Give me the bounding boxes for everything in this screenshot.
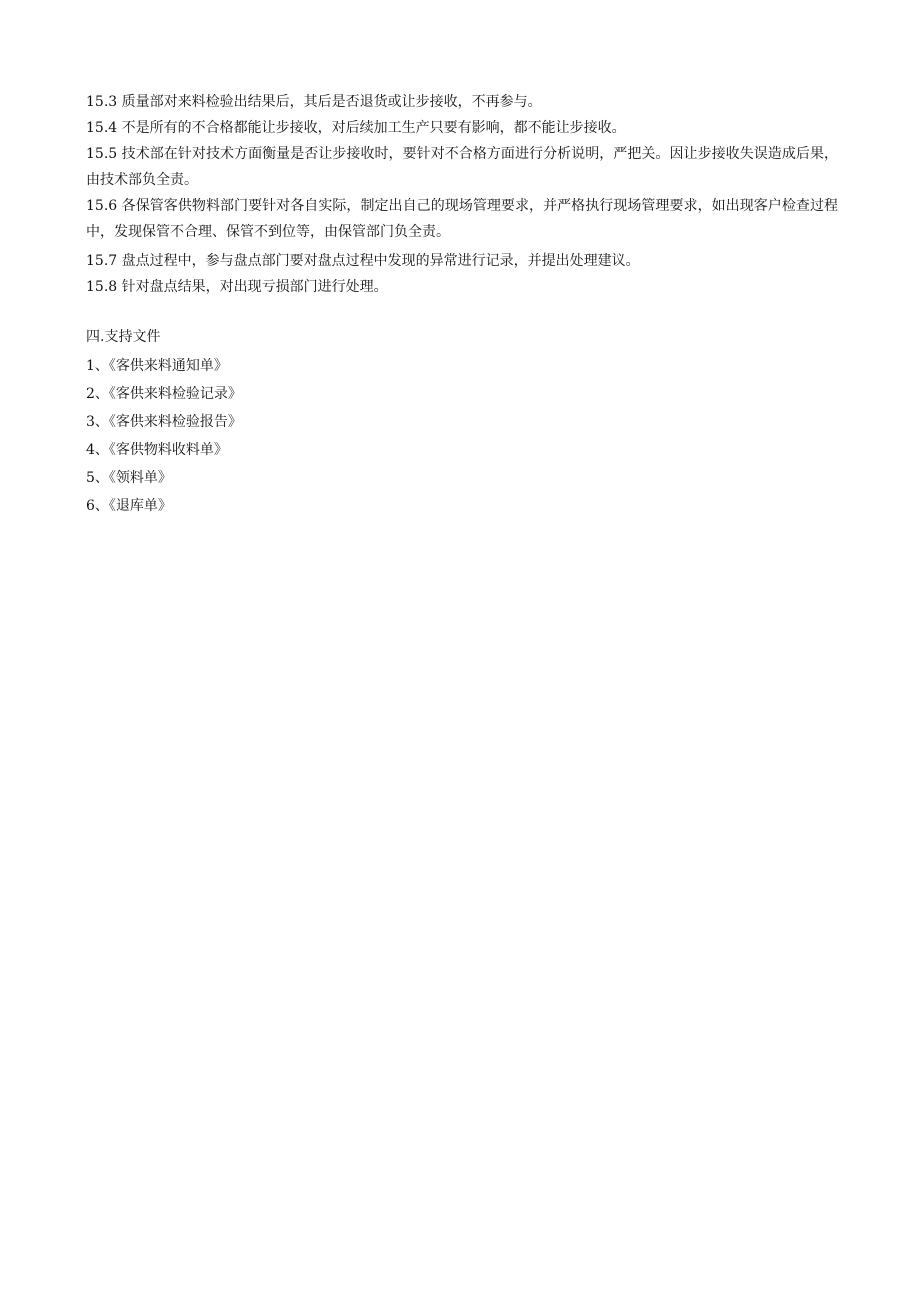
support-file-item: 3、《客供来料检验报告》 (86, 414, 242, 430)
support-file-item: 5、《领料单》 (86, 470, 172, 486)
clause-15-6: 15.6 各保管客供物料部门要针对各自实际，制定出自己的现场管理要求，并严格执行现场管理要求，如出现客户检查过程中，发现保管不合理、保管不到位等，由保管部门负全责。 (86, 198, 838, 240)
support-files-heading: 四.支持文件 (86, 329, 161, 345)
clause-15-7: 15.7 盘点过程中，参与盘点部门要对盘点过程中发现的异常进行记录，并提出处理建议。 (86, 253, 640, 269)
clause-15-4: 15.4 不是所有的不合格都能让步接收，对后续加工生产只要有影响，都不能让步接收。 (86, 120, 626, 136)
support-file-item: 6、《退库单》 (86, 498, 172, 514)
clause-list (86, 89, 838, 300)
support-file-item: 1、《客供来料通知单》 (86, 358, 228, 374)
clause-15-8: 15.8 针对盘点结果，对出现亏损部门进行处理。 (86, 279, 388, 295)
support-files-list (86, 352, 838, 520)
clause-15-3: 15.3 质量部对来料检验出结果后，其后是否退货或让步接收，不再参与。 (86, 94, 542, 110)
support-file-item: 4、《客供物料收料单》 (86, 442, 228, 458)
document-page (86, 89, 838, 520)
clause-15-5: 15.5 技术部在针对技术方面衡量是否让步接收时，要针对不合格方面进行分析说明，严把关。因让步接收失误造成后果，由技术部负全责。 (86, 146, 838, 188)
support-file-item: 2、《客供来料检验记录》 (86, 386, 242, 402)
